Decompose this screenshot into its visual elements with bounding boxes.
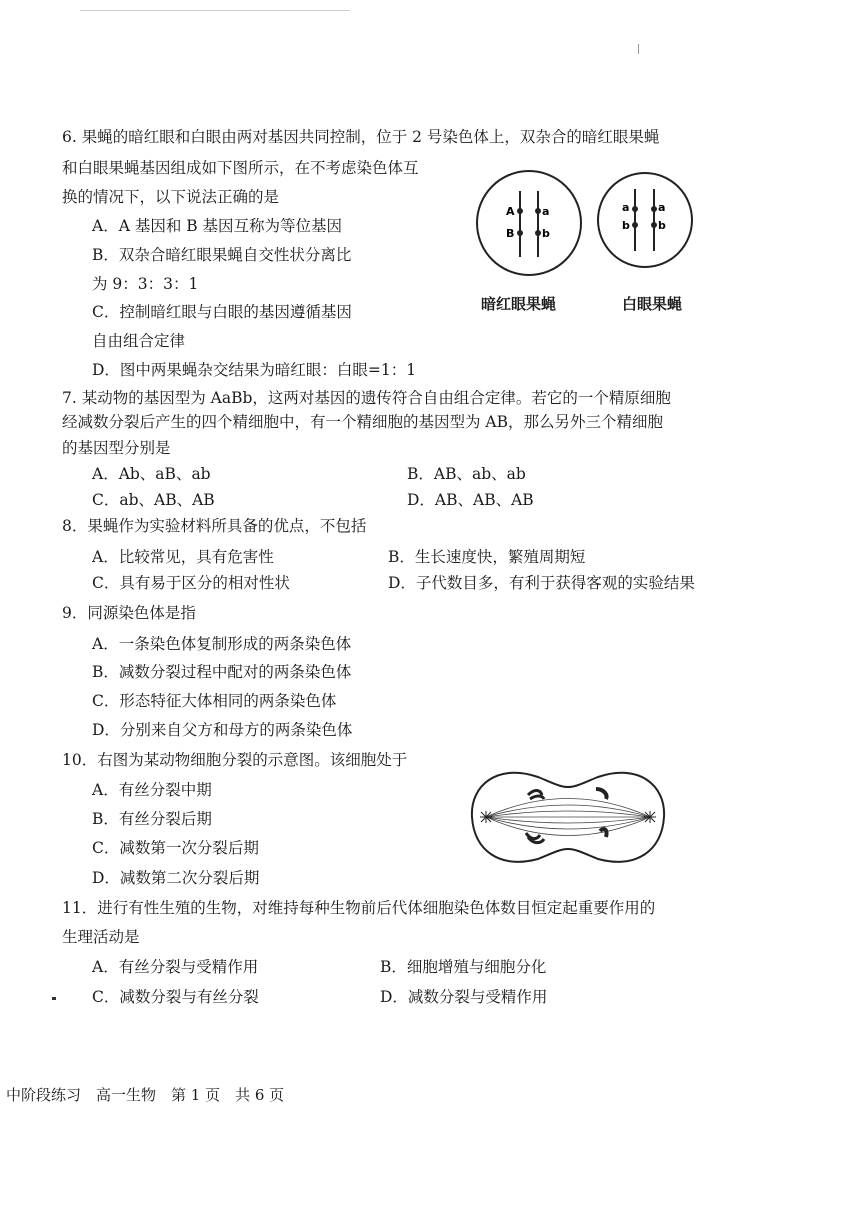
q9-stem: 9．同源染色体是指: [62, 604, 196, 622]
spindle-fibers: [486, 799, 650, 836]
q7-stem-line1: 7. 某动物的基因型为 AaBb，这两对基因的遗传符合自由组合定律。若它的一个精原细胞: [62, 389, 671, 407]
q6-option-c-line1: C．控制暗红眼与白眼的基因遵循基因: [92, 303, 352, 321]
gene-label: b: [542, 227, 550, 240]
q6-option-b-line2: 为 9：3：3：1: [92, 275, 199, 293]
gene-label: A: [506, 205, 515, 218]
q10-option-d: D．减数第二次分裂后期: [92, 869, 260, 887]
q8-option-c: C．具有易于区分的相对性状: [92, 574, 290, 592]
q9-option-d: D．分别来自父方和母方的两条染色体: [92, 721, 353, 739]
q9-option-a: A．一条染色体复制形成的两条染色体: [92, 635, 352, 653]
scan-tick-mark: [638, 44, 639, 54]
q7-option-b: B．AB、ab、ab: [407, 465, 526, 483]
q8-option-d: D．子代数目多，有利于获得客观的实验结果: [388, 574, 695, 592]
q9-option-b: B．减数分裂过程中配对的两条染色体: [92, 663, 352, 681]
q7-option-c: C．ab、AB、AB: [92, 491, 215, 509]
q11-option-b: B．细胞增殖与细胞分化: [380, 958, 547, 976]
q11-stem-line1: 11．进行有性生殖的生物，对维持每种生物前后代体细胞染色体数目恒定起重要作用的: [62, 899, 656, 917]
q6-stem-line2: 和白眼果蝇基因组成如下图所示，在不考虑染色体互: [62, 159, 419, 177]
gene-label: b: [658, 219, 666, 232]
q11-option-c: C．减数分裂与有丝分裂: [92, 988, 259, 1006]
chromosome: [600, 829, 607, 837]
q8-stem: 8．果蝇作为实验材料所具备的优点，不包括: [62, 517, 367, 535]
q7-option-d: D．AB、AB、AB: [407, 491, 534, 509]
gene-label: B: [506, 227, 515, 240]
gene-locus-dot: [535, 208, 541, 214]
q8-option-a: A．比较常见，具有危害性: [92, 548, 274, 566]
q6-stem-line3: 换的情况下，以下说法正确的是: [62, 188, 280, 206]
chromosome: [528, 791, 544, 800]
q7-stem-line2: 经减数分裂后产生的四个精细胞中，有一个精细胞的基因型为 AB，那么另外三个精细胞: [62, 413, 664, 431]
q9-option-c: C．形态特征大体相同的两条染色体: [92, 692, 337, 710]
gene-locus-dot: [632, 222, 638, 228]
q6-option-c-line2: 自由组合定律: [92, 332, 186, 350]
gene-locus-dot: [651, 222, 657, 228]
gene-label: a: [622, 201, 630, 214]
chromosome: [596, 789, 607, 799]
q7-option-a: A．Ab、aB、ab: [92, 465, 211, 483]
q10-option-b: B．有丝分裂后期: [92, 810, 212, 828]
scan-edge-line: [80, 10, 350, 11]
gene-locus-dot: [651, 206, 657, 212]
scan-dot: [52, 997, 56, 1000]
cell-circle-dark-red: [477, 171, 581, 275]
q10-cell-division-figure: [468, 765, 668, 870]
gene-locus-dot: [632, 206, 638, 212]
figure-label-dark-red: 暗红眼果蝇: [481, 295, 557, 313]
q10-option-a: A．有丝分裂中期: [92, 781, 212, 799]
q10-stem: 10．右图为某动物细胞分裂的示意图。该细胞处于: [62, 751, 408, 769]
q6-stem-line1: 6. 果蝇的暗红眼和白眼由两对基因共同控制，位于 2 号染色体上，双杂合的暗红眼果蝇: [62, 128, 660, 146]
centrosome-right: [644, 811, 656, 823]
q8-option-b: B．生长速度快，繁殖周期短: [388, 548, 586, 566]
q10-option-c: C．减数第一次分裂后期: [92, 839, 259, 857]
gene-locus-dot: [517, 208, 523, 214]
page-footer: 中阶段练习 高一生物 第 1 页 共 6 页: [6, 1086, 285, 1104]
q6-option-d: D．图中两果蝇杂交结果为暗红眼：白眼=1：1: [92, 361, 417, 379]
gene-locus-dot: [517, 230, 523, 236]
gene-locus-dot: [535, 230, 541, 236]
centrosome-left: [480, 811, 492, 823]
gene-label: a: [658, 201, 666, 214]
cell-circle-white: [598, 173, 692, 267]
q11-option-a: A．有丝分裂与受精作用: [92, 958, 259, 976]
q6-option-b-line1: B．双杂合暗红眼果蝇自交性状分离比: [92, 246, 352, 264]
q11-option-d: D．减数分裂与受精作用: [380, 988, 548, 1006]
figure-label-white: 白眼果蝇: [622, 295, 683, 313]
q6-chromosome-figure: [470, 165, 690, 285]
q11-stem-line2: 生理活动是: [62, 928, 140, 946]
chromosome: [526, 833, 544, 843]
gene-label: b: [622, 219, 630, 232]
q6-option-a: A．A 基因和 B 基因互称为等位基因: [92, 217, 343, 235]
q7-stem-line3: 的基因型分别是: [62, 439, 171, 457]
gene-label: a: [542, 205, 550, 218]
